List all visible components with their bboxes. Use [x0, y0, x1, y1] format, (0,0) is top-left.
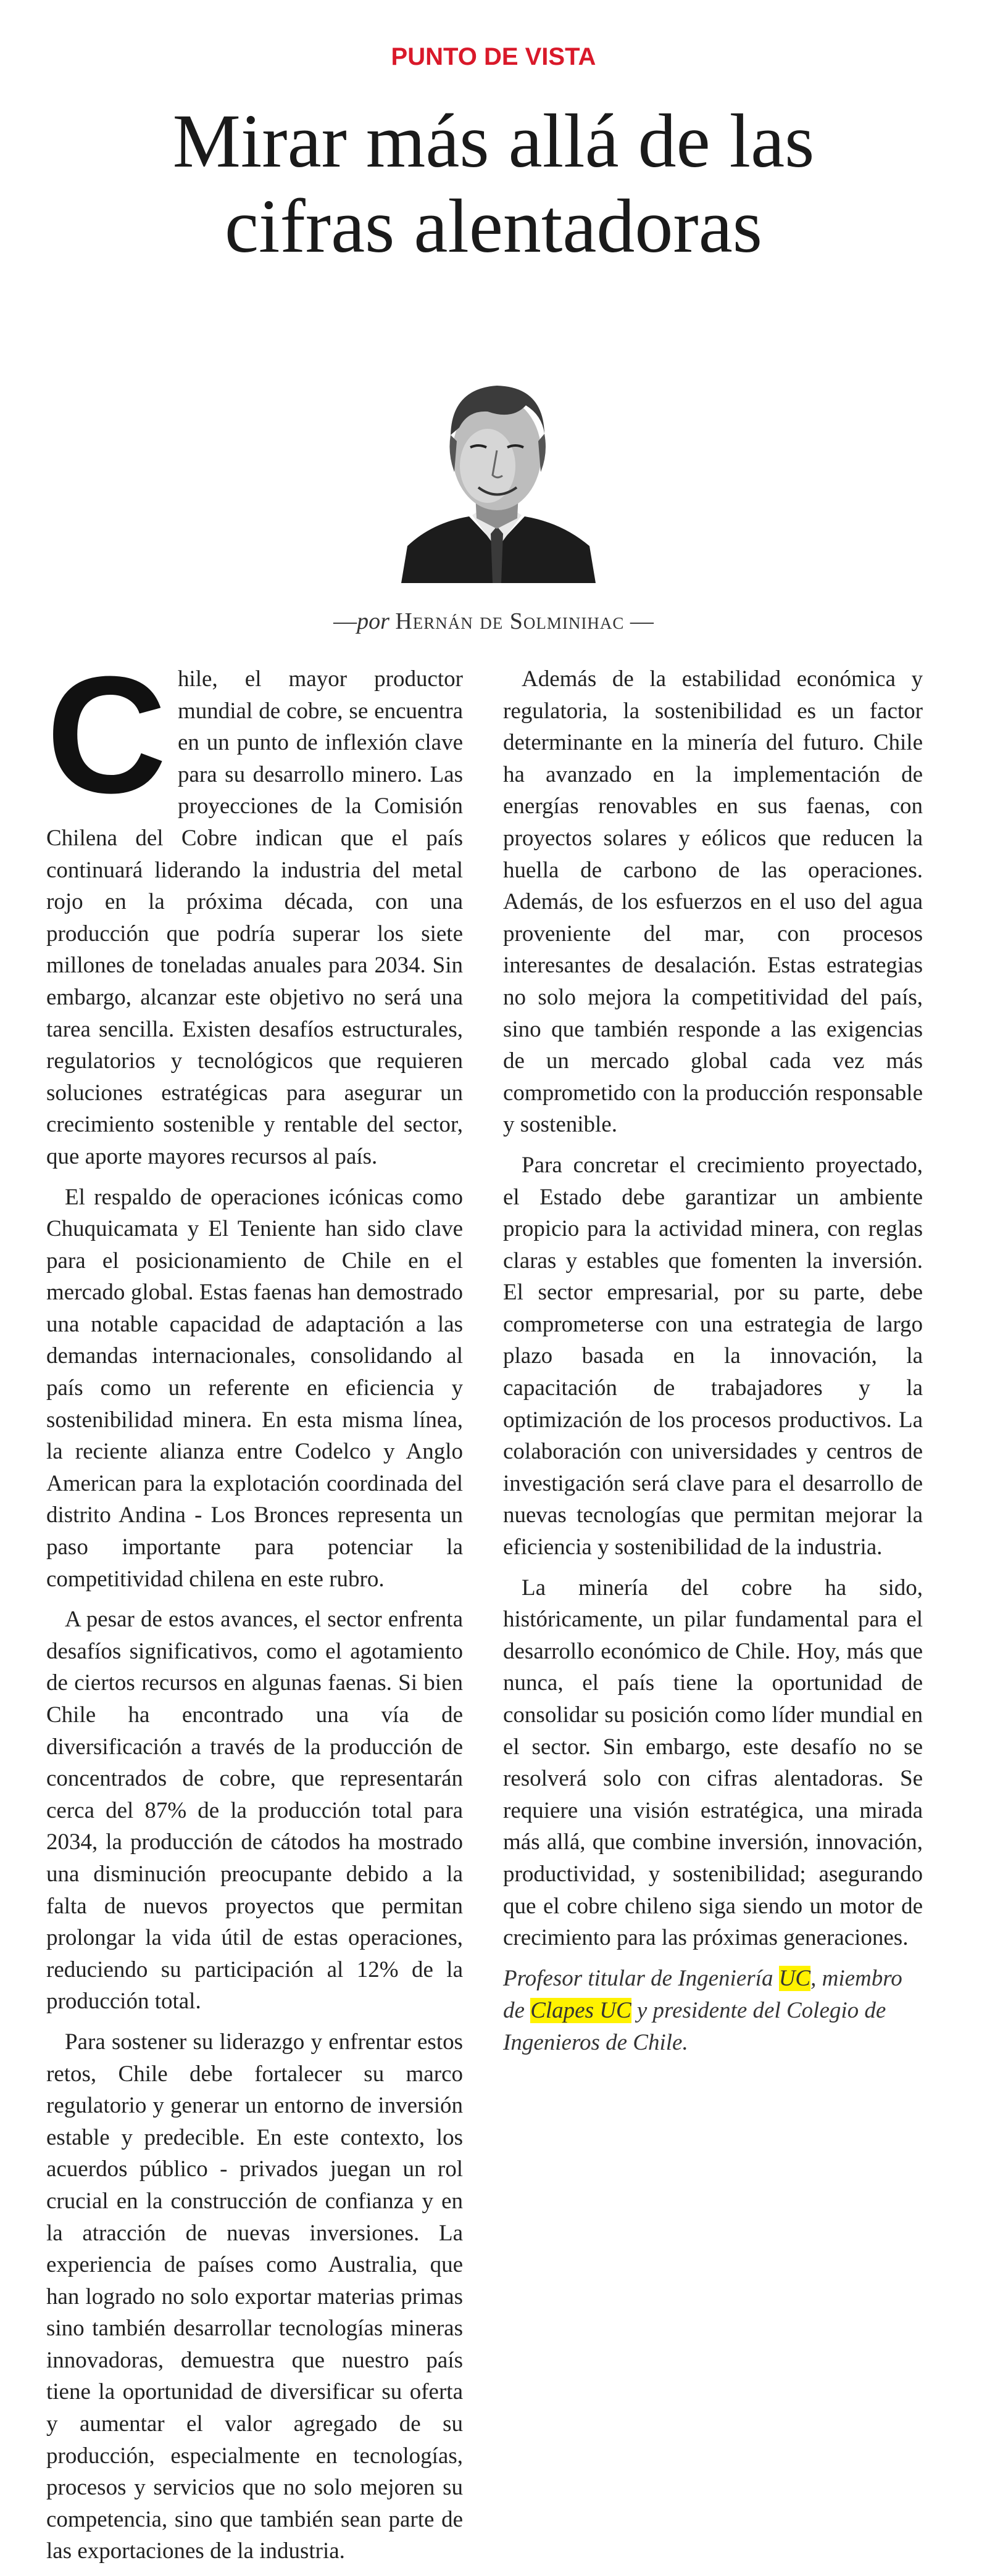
paragraph-3: A pesar de estos avances, el sector enfrenta desafíos significativos, como el agotamiento de ciertos recursos en algunas faenas. Si bien Chile ha encontrado una vía de diversificación a través de la producción de concentrados de cobre, que representarán cerca del 87% de la producción total para 2034, la producción de cátodos ha mostrado una disminución preocupante debido a la falta de nuevos proyectos que permitan prolongar la vida útil de estas operaciones, reduciendo su participación al 12% de la producción total. [46, 1607, 463, 2015]
headline [0, 99, 987, 269]
author-portrait [395, 361, 599, 583]
author-signature [503, 1963, 923, 2059]
paragraph-7: La minería del cobre ha sido, históricamente, un pilar fundamental para el desarrollo económico de Chile. Hoy, más que nunca, el país tiene la oportunidad de consolidar su posición como líder mundial en el sector. Sin embargo, este desafío no se resolverá solo con cifras alentadoras. Se requiere una visión estratégica, una mirada más allá, que combine inversión, innovación, productividad, y sostenibilidad; asegurando que el cobre chileno siga siendo un motor de crecimiento para las próximas generaciones. [503, 1575, 923, 1951]
paragraph-1-text: hile, el mayor productor mundial de cobre, se encuentra en un punto de inflexión clave para su desarrollo minero. Las proyecciones de la Comisión Chilena del Cobre indican que el país continuará liderando la industria del metal rojo en la próxima década, con una producción que podría superar los siete millones de toneladas anuales para 2034. Sin embargo, alcanzar este objetivo no será una tarea sencilla. Existen desafíos estructurales, regulatorios y tecnológicos que requieren soluciones estratégicas para asegurar un crecimiento sostenible y rentable del sector, que aporte mayores recursos al país. [46, 666, 463, 1169]
section-label: PUNTO DE VISTA [391, 43, 596, 70]
signature-clapes-highlight: Clapes UC [530, 1997, 631, 2023]
drop-cap: C [46, 642, 167, 828]
article-column-right [503, 663, 923, 2068]
paragraph-1 [46, 642, 463, 1173]
headline-line-2: cifras alentadoras [225, 184, 762, 268]
article-column-left [46, 642, 463, 2576]
paragraph-6: Para concretar el crecimiento proyectado, el Estado debe garantizar un ambiente propicio para la actividad minera, con reglas claras y estables que fomenten la inversión. El sector empresarial, por su parte, debe comprometerse con una estrategia de largo plazo basada en la innovación, la capacitación de trabajadores y la optimización de los procesos productivos. La colaboración con universidades y centros de investigación será clave para el desarrollo de nuevas tecnologías que permitan mejorar la eficiencia y sostenibilidad de la industria. [503, 1152, 923, 1560]
paragraph-2: El respaldo de operaciones icónicas como Chuquicamata y El Teniente han sido clave para el posicionamiento de Chile en el mercado global. Estas faenas han demostrado una notable capacidad de adaptación a las demandas internacionales, consolidando al país como un referente en eficiencia y sostenibilidad minera. En esta misma línea, la reciente alianza entre Codelco y Anglo American para la explotación coordinada del distrito Andina - Los Bronces representa un paso importante para potenciar la competitividad chilena en este rubro. [46, 1184, 463, 1592]
paragraph-5: Además de la estabilidad económica y regulatoria, la sostenibilidad es un factor determinante en la minería del futuro. Chile ha avanzado en la implementación de energías renovables en sus faenas, con proyectos solares y eólicos que reducen la huella de carbono de las operaciones. Además, de los esfuerzos en el uso del agua proveniente del mar, con procesos interesantes de desalación. Estas estrategias no solo mejora la competitividad del país, sino que también responde a las exigencias de un mercado global cada vez más comprometido con la producción responsable y sostenible. [503, 666, 923, 1138]
signature-part-3: y presidente del Colegio de Ingenieros de Chile. [503, 1997, 886, 2055]
signature-uc-highlight: UC [778, 1965, 811, 1991]
byline-dash-right: — [630, 608, 654, 634]
signature-part-2: , miembro de [503, 1965, 902, 2023]
byline [0, 608, 987, 635]
byline-dash-left: — [333, 608, 357, 634]
byline-por: por [357, 608, 389, 634]
signature-part-1: Profesor titular de Ingeniería [503, 1965, 779, 1991]
paragraph-4: Para sostener su liderazgo y enfrentar estos retos, Chile debe fortalecer su marco regulatorio y generar un entorno de inversión estable y predecible. En este contexto, los acuerdos público - privados juegan un rol crucial en la construcción de confianza y en la atracción de nuevas inversiones. La experiencia de países como Australia, que han logrado no solo exportar materias primas sino también desarrollar tecnologías mineras innovadoras, demuestra que nuestro país tiene la oportunidad de diversificar su oferta y aumentar el valor agregado de su producción, especialmente en tecnologías, procesos y servicios que no solo mejoren su competencia, sino que también sean parte de las exportaciones de la industria. [46, 2029, 463, 2564]
headline-line-1: Mirar más allá de las [172, 99, 815, 183]
author-name: Hernán de Solminihac [395, 608, 625, 634]
